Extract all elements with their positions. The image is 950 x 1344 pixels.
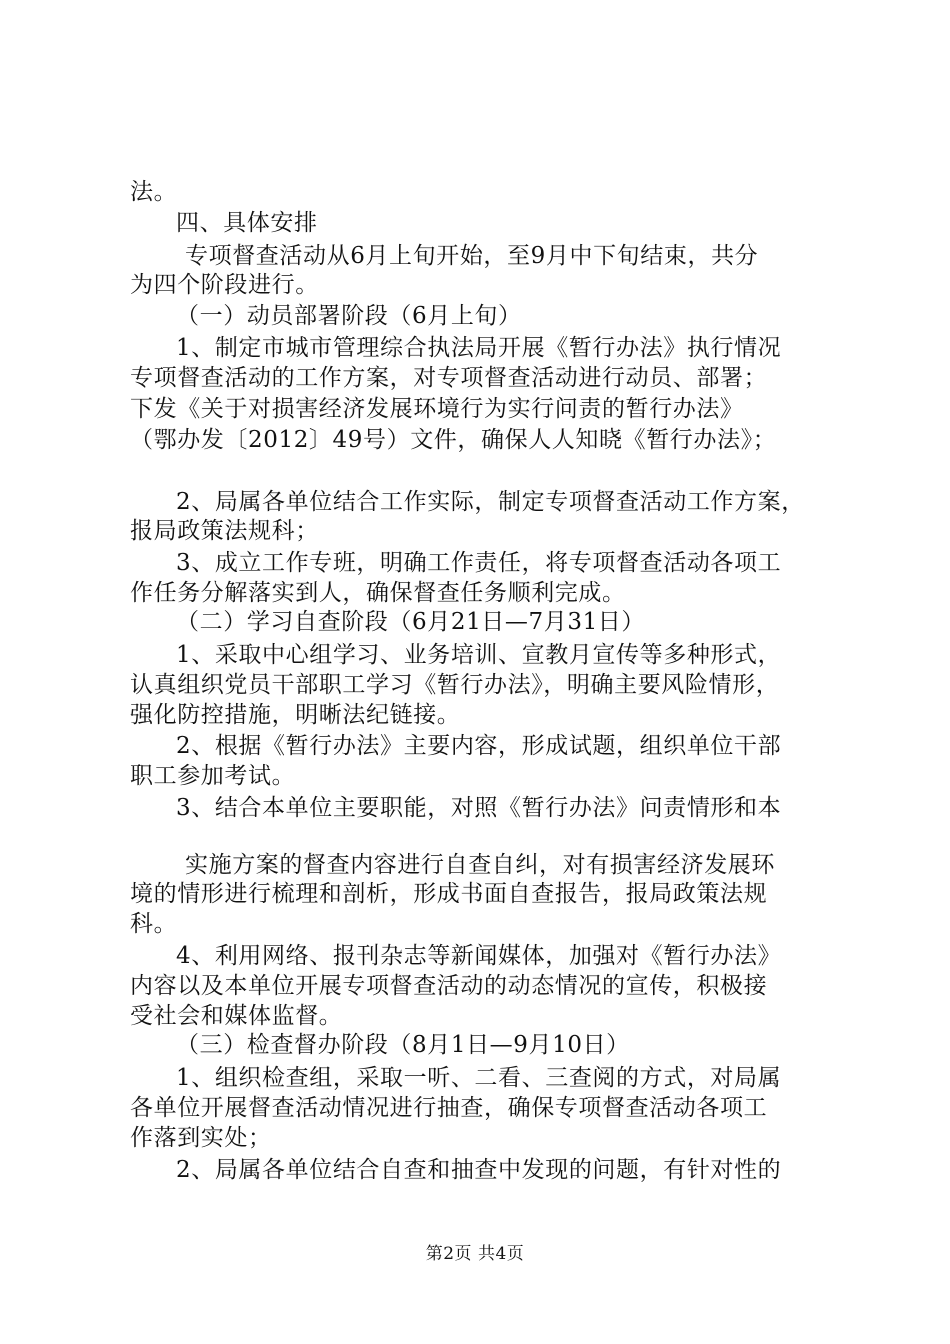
text-line: 受社会和媒体监督。 (130, 1003, 343, 1029)
subsection-heading: （一）动员部署阶段（6月上旬） (176, 303, 522, 329)
text-line: 4、利用网络、报刊杂志等新闻媒体，加强对《暂行办法》 (176, 943, 782, 969)
text-line: 3、结合本单位主要职能，对照《暂行办法》问责情形和本 (176, 795, 782, 821)
text-line: 科。 (130, 911, 178, 937)
text-line: 1、采取中心组学习、业务培训、宣教月宣传等多种形式， (176, 642, 782, 668)
text-line: 实施方案的督查内容进行自查自纠，对有损害经济发展环 (185, 852, 775, 878)
text-line: 认真组织党员干部职工学习《暂行办法》，明确主要风险情形， (130, 672, 780, 698)
text-line: 作落到实处； (130, 1125, 272, 1151)
text-line: 报局政策法规科； (130, 518, 319, 544)
subsection-heading: （二）学习自查阶段（6月21日—7月31日） (176, 609, 645, 635)
text-line: 境的情形进行梳理和剖析，形成书面自查报告，报局政策法规 (130, 881, 768, 907)
text-line: 下发《关于对损害经济发展环境行为实行问责的暂行办法》 (130, 396, 744, 422)
text-line: 各单位开展督查活动情况进行抽查，确保专项督查活动各项工 (130, 1095, 768, 1121)
section-heading: 四、具体安排 (176, 210, 318, 236)
text-line: 职工参加考试。 (130, 763, 296, 789)
subsection-heading: （三）检查督办阶段（8月1日—9月10日） (176, 1032, 630, 1058)
text-line: 为四个阶段进行。 (130, 272, 319, 298)
text-line: 1、组织检查组，采取一听、二看、三查阅的方式，对局属 (176, 1065, 782, 1091)
text-line: 2、局属各单位结合自查和抽查中发现的问题，有针对性的 (176, 1157, 782, 1183)
page-number-footer: 第2页 共4页 (425, 1244, 525, 1264)
text-line: 2、根据《暂行办法》主要内容，形成试题，组织单位干部 (176, 733, 782, 759)
text-line: 2、局属各单位结合工作实际，制定专项督查活动工作方案， (176, 489, 805, 515)
text-line: 作任务分解落实到人，确保督查任务顺利完成。 (130, 580, 626, 606)
text-line: 强化防控措施，明晰法纪链接。 (130, 702, 461, 728)
text-line: 专项督查活动从6月上旬开始，至9月中下旬结束，共分 (185, 243, 759, 269)
text-line: 3、成立工作专班，明确工作责任，将专项督查活动各项工 (176, 550, 782, 576)
text-line: （鄂办发〔2012〕49号）文件，确保人人知晓《暂行办法》； (130, 427, 777, 453)
text-line: 专项督查活动的工作方案，对专项督查活动进行动员、部署； (130, 365, 768, 391)
text-line: 内容以及本单位开展专项督查活动的动态情况的宣传，积极接 (130, 973, 768, 999)
text-line: 1、制定市城市管理综合执法局开展《暂行办法》执行情况 (176, 335, 782, 361)
text-line: 法。 (130, 179, 178, 205)
